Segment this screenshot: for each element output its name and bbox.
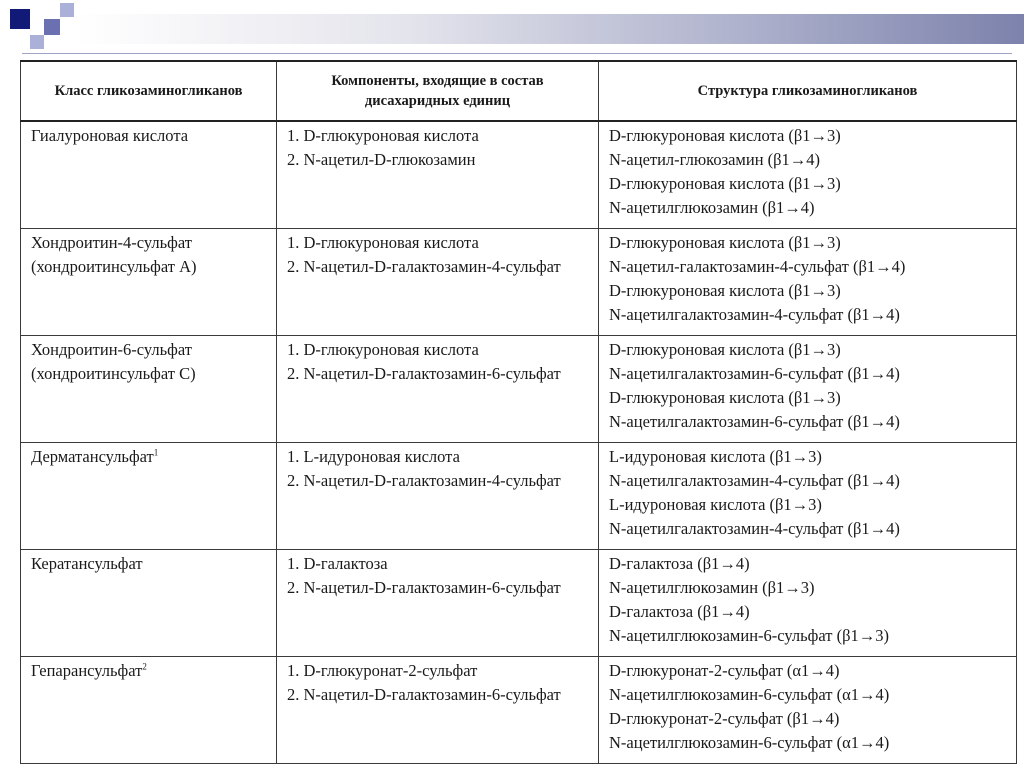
structure-line: N-ацетил-галактозамин-4-сульфат (β1→4) [609,257,906,276]
structure-cell [599,550,1017,657]
structure-line: D-глюкуроновая кислота (β1→3) [609,340,841,359]
component-item: 1. D-глюкуроновая кислота [287,126,479,145]
structure-line: N-ацетилгалактозамин-6-сульфат (β1→4) [609,364,900,383]
table-row [21,229,1017,336]
components-cell [277,657,599,764]
table-row [21,336,1017,443]
component-item: 1. D-глюкуроновая кислота [287,233,479,252]
component-item: 2. N-ацетил-D-галактозамин-4-сульфат [287,257,561,276]
decor-square-light-small [30,35,44,49]
structure-cell [599,657,1017,764]
class-name-text: Гепарансульфат [31,661,143,680]
header-class: Класс гликозаминогликанов [21,61,277,121]
structure-line: D-глюкуроновая кислота (β1→3) [609,388,841,407]
structure-line: D-глюкуроновая кислота (β1→3) [609,281,841,300]
class-name-text: Хондроитин-4-сульфат [31,233,192,252]
class-cell [21,550,277,657]
structure-line: N-ацетилгалактозамин-4-сульфат (β1→4) [609,519,900,538]
decor-square-dark [10,9,30,29]
class-name [31,362,268,386]
component-item: 1. L-идуроновая кислота [287,447,460,466]
component-item: 2. N-ацетил-D-галактозамин-6-сульфат [287,364,561,383]
table-header-row [21,61,1017,121]
component-item: 1. D-глюкуронат-2-сульфат [287,661,478,680]
class-name-text: (хондроитинсульфат А) [31,257,197,276]
table-row [21,657,1017,764]
structure-line: D-галактоза (β1→4) [609,554,750,573]
structure-line: D-глюкуроновая кислота (β1→3) [609,126,841,145]
table-row [21,550,1017,657]
component-item: 2. N-ацетил-D-галактозамин-6-сульфат [287,578,561,597]
class-cell [21,229,277,336]
class-name-text: Кератансульфат [31,554,143,573]
header-gradient-bar [75,14,1024,44]
class-name-text: Хондроитин-6-сульфат [31,340,192,359]
structure-line: N-ацетил-глюкозамин (β1→4) [609,150,821,169]
component-item: 1. D-галактоза [287,554,388,573]
header-divider [22,53,1012,54]
footnote-marker: 2 [142,661,147,672]
component-item: 1. D-глюкуроновая кислота [287,340,479,359]
components-cell [277,443,599,550]
structure-line: D-галактоза (β1→4) [609,602,750,621]
structure-cell [599,121,1017,229]
class-name-text: Дерматансульфат [31,447,154,466]
class-cell [21,336,277,443]
class-name [31,255,268,279]
structure-line: N-ацетилгалактозамин-4-сульфат (β1→4) [609,305,900,324]
header-structure: Структура гликозаминогликанов [599,61,1017,121]
structure-line: N-ацетилглюкозамин (β1→4) [609,198,815,217]
structure-line: N-ацетилглюкозамин-6-сульфат (α1→4) [609,685,890,704]
table-row [21,121,1017,229]
glycosaminoglycans-table [20,60,1017,764]
structure-line: D-глюкуронат-2-сульфат (β1→4) [609,709,840,728]
components-cell [277,229,599,336]
component-item: 2. N-ацетил-D-галактозамин-6-сульфат [287,685,561,704]
class-name [31,338,268,362]
components-cell [277,336,599,443]
component-item: 2. N-ацетил-D-галактозамин-4-сульфат [287,471,561,490]
footnote-marker: 1 [153,447,159,458]
class-name-text: Гиалуроновая кислота [31,126,189,145]
structure-line: N-ацетилгалактозамин-6-сульфат (β1→4) [609,412,900,431]
table-row [21,443,1017,550]
decor-square-mid [44,19,60,35]
structure-cell [599,336,1017,443]
class-name [31,231,268,255]
class-name [31,124,268,148]
structure-line: D-глюкуроновая кислота (β1→3) [609,233,841,252]
structure-line: N-ацетилглюкозамин (β1→3) [609,578,815,597]
structure-line: L-идуроновая кислота (β1→3) [609,495,822,514]
structure-line: L-идуроновая кислота (β1→3) [609,447,822,466]
structure-line: D-глюкуроновая кислота (β1→3) [609,174,841,193]
components-cell [277,121,599,229]
class-name [31,445,268,469]
structure-line: D-глюкуронат-2-сульфат (α1→4) [609,661,840,680]
class-name [31,552,268,576]
structure-cell [599,229,1017,336]
components-cell [277,550,599,657]
decor-square-light [60,3,74,17]
structure-line: N-ацетилгалактозамин-4-сульфат (β1→4) [609,471,900,490]
class-cell [21,657,277,764]
component-item: 2. N-ацетил-D-глюкозамин [287,150,476,169]
class-name-text: (хондроитинсульфат С) [31,364,196,383]
structure-line: N-ацетилглюкозамин-6-сульфат (β1→3) [609,626,889,645]
structure-line: N-ацетилглюкозамин-6-сульфат (α1→4) [609,733,890,752]
class-cell [21,121,277,229]
header-components: Компоненты, входящие в состав дисахаридных единиц [277,61,599,121]
structure-cell [599,443,1017,550]
class-cell [21,443,277,550]
class-name [31,659,268,683]
